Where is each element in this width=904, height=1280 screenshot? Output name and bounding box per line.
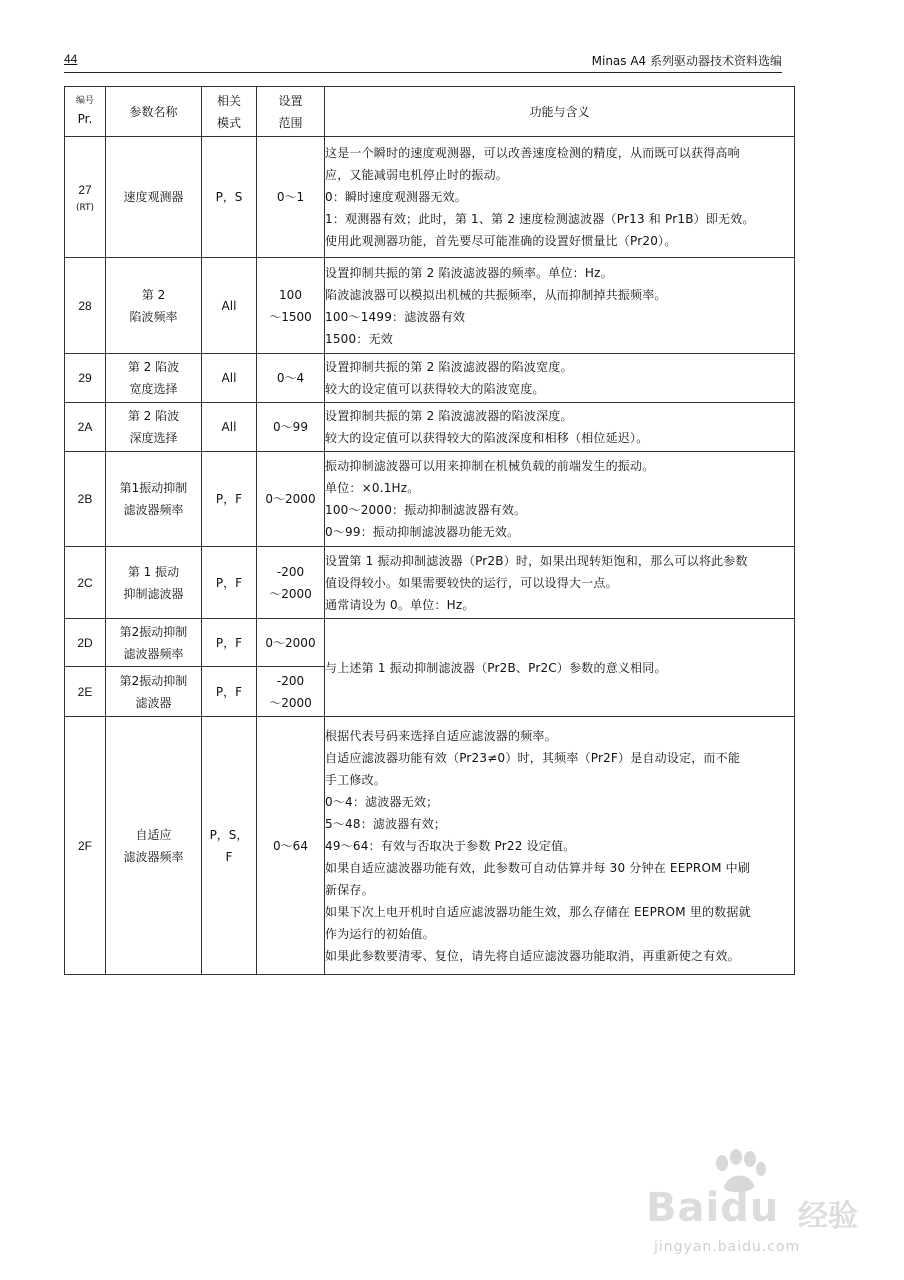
param-name: 第1振动抑制 滤波器频率 bbox=[106, 452, 202, 547]
table-row bbox=[65, 547, 795, 619]
table-row bbox=[65, 619, 795, 667]
param-range: 100 ～1500 bbox=[257, 258, 325, 354]
param-mode: P，F bbox=[202, 452, 257, 547]
header-mode: 相关 模式 bbox=[202, 87, 257, 137]
param-no: 27 (RT) bbox=[65, 137, 106, 258]
param-name: 第 2 陷波频率 bbox=[106, 258, 202, 354]
param-description: 与上述第 1 振动抑制滤波器（Pr2B、Pr2C）参数的意义相同。 bbox=[325, 619, 795, 717]
param-mode: All bbox=[202, 354, 257, 403]
param-no: 2B bbox=[65, 452, 106, 547]
table-header-row bbox=[65, 87, 795, 137]
param-range: 0～2000 bbox=[257, 452, 325, 547]
param-name: 第2振动抑制 滤波器 bbox=[106, 667, 202, 717]
baidu-jingyan-watermark bbox=[628, 1145, 868, 1260]
param-no: 2A bbox=[65, 403, 106, 452]
param-range: -200 ～2000 bbox=[257, 547, 325, 619]
watermark-brand: Baidu bbox=[646, 1185, 780, 1231]
header-function: 功能与含义 bbox=[325, 87, 795, 137]
param-range: 0～64 bbox=[257, 717, 325, 975]
param-name: 第2振动抑制 滤波器频率 bbox=[106, 619, 202, 667]
param-name: 第 2 陷波 宽度选择 bbox=[106, 354, 202, 403]
param-mode: P，F bbox=[202, 667, 257, 717]
table-row bbox=[65, 354, 795, 403]
watermark-brand-cn: 经验 bbox=[798, 1199, 858, 1234]
param-name: 自适应 滤波器频率 bbox=[106, 717, 202, 975]
param-no: 2C bbox=[65, 547, 106, 619]
param-mode: All bbox=[202, 258, 257, 354]
page-number: 44 bbox=[64, 52, 78, 66]
param-no: 28 bbox=[65, 258, 106, 354]
param-mode: P，S bbox=[202, 137, 257, 258]
page-header bbox=[64, 50, 782, 73]
table-row bbox=[65, 258, 795, 354]
param-description: 设置抑制共振的第 2 陷波滤波器的陷波宽度。 较大的设定值可以获得较大的陷波宽度。 bbox=[325, 354, 795, 403]
table-row bbox=[65, 452, 795, 547]
param-range: 0～1 bbox=[257, 137, 325, 258]
param-mode: P，F bbox=[202, 619, 257, 667]
header-no-cn: 编号 bbox=[75, 95, 94, 106]
header-no-pr: Pr. bbox=[77, 111, 93, 126]
header-range: 设置 范围 bbox=[257, 87, 325, 137]
param-description: 设置第 1 振动抑制滤波器（Pr2B）时，如果出现转矩饱和，那么可以将此参数 值设得较小。如果需要较快的运行，可以设得大一点。 通常请设为 0。单位：Hz。 bbox=[325, 547, 795, 619]
param-name: 第 1 振动 抑制滤波器 bbox=[106, 547, 202, 619]
param-description: 振动抑制滤波器可以用来抑制在机械负载的前端发生的振动。 单位：×0.1Hz。 100～2000：振动抑制滤波器有效。 0～99：振动抑制滤波器功能无效。 bbox=[325, 452, 795, 547]
param-mode: All bbox=[202, 403, 257, 452]
param-no: 2F bbox=[65, 717, 106, 975]
param-description: 根据代表号码来选择自适应滤波器的频率。 自适应滤波器功能有效（Pr23≠0）时，其频率（Pr2F）是自动设定，而不能 手工修改。 0～4：滤波器无效； 5～48：滤波器有效； 49～64：有效与否取决于参数 Pr22 设定值。 如果自适应滤波器功能有效，此参数可自动估算并每 30 分钟在 EEPROM 中刷 新保存。 如果下次上电开机时自适应滤波器功能生效，那么存储在 EEPROM 里的数据就 作为运行的初始值。 如果此参数要清零、复位，请先将自适应滤波器功能取消，再重新使之有效。 bbox=[325, 717, 795, 975]
param-range: -200 ～2000 bbox=[257, 667, 325, 717]
header-no bbox=[65, 87, 106, 137]
param-range: 0～99 bbox=[257, 403, 325, 452]
param-description: 这是一个瞬时的速度观测器，可以改善速度检测的精度，从而既可以获得高响 应，又能减弱电机停止时的振动。 0：瞬时速度观测器无效。 1：观测器有效；此时，第 1、第 2 速度检测滤波器（Pr13 和 Pr1B）即无效。 使用此观测器功能，首先要尽可能准确的设置好惯量比（Pr20）。 bbox=[325, 137, 795, 258]
param-no: 29 bbox=[65, 354, 106, 403]
param-mode: P，F bbox=[202, 547, 257, 619]
param-description: 设置抑制共振的第 2 陷波滤波器的陷波深度。 较大的设定值可以获得较大的陷波深度和相移（相位延迟）。 bbox=[325, 403, 795, 452]
param-mode: P，S， F bbox=[202, 717, 257, 975]
table-row bbox=[65, 137, 795, 258]
param-no: 2D bbox=[65, 619, 106, 667]
header-name: 参数名称 bbox=[106, 87, 202, 137]
document-title: Minas A4 系列驱动器技术资料选编 bbox=[591, 54, 782, 68]
param-range: 0～2000 bbox=[257, 619, 325, 667]
param-name: 第 2 陷波 深度选择 bbox=[106, 403, 202, 452]
table-row bbox=[65, 717, 795, 975]
parameter-table bbox=[64, 86, 795, 975]
param-name: 速度观测器 bbox=[106, 137, 202, 258]
param-range: 0～4 bbox=[257, 354, 325, 403]
param-description: 设置抑制共振的第 2 陷波滤波器的频率。单位：Hz。 陷波滤波器可以模拟出机械的共振频率，从而抑制掉共振频率。 100～1499：滤波器有效 1500：无效 bbox=[325, 258, 795, 354]
watermark-url: jingyan.baidu.com bbox=[654, 1239, 801, 1255]
table-row bbox=[65, 403, 795, 452]
param-no: 2E bbox=[65, 667, 106, 717]
